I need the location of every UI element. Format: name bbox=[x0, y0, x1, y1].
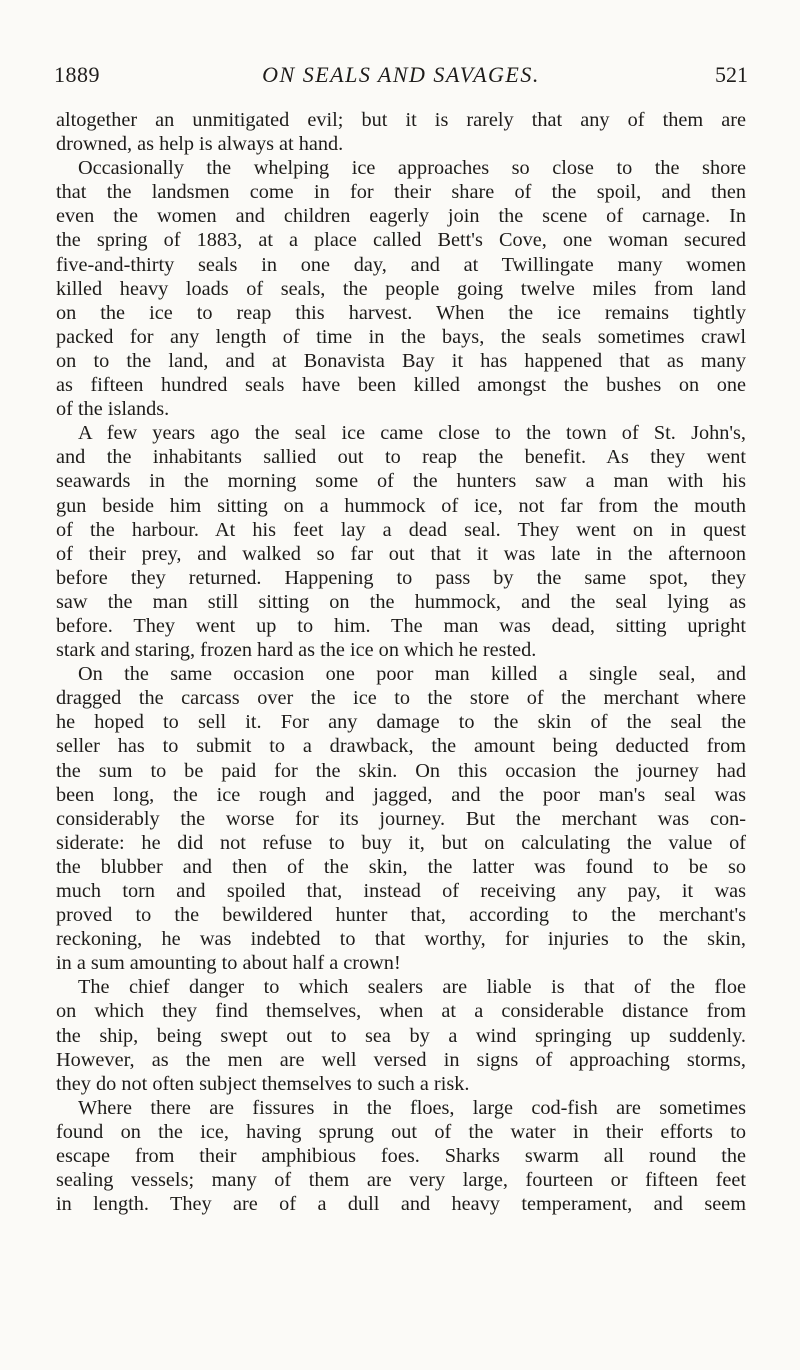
text-line: A few years ago the seal ice came close to the town of St. John's, bbox=[78, 422, 746, 445]
text-line: before. They went up to him. The man was dead, sitting upright bbox=[56, 614, 746, 637]
text-line: saw the man still sitting on the hummock, and the seal lying as bbox=[56, 590, 746, 613]
text-line: even the women and children eagerly join the scene of carnage. In bbox=[56, 205, 746, 228]
text-line: drowned, as help is always at hand. bbox=[56, 133, 344, 156]
text-line: siderate: he did not refuse to buy it, but on calculating the value of bbox=[56, 831, 746, 854]
text-line: and the inhabitants sallied out to reap the benefit. As they went bbox=[56, 446, 746, 469]
running-head-title: ON SEALS AND SAVAGES. bbox=[262, 62, 540, 87]
text-line: that the landsmen come in for their share of the spoil, and then bbox=[56, 181, 746, 204]
text-line: considerably the worse for its journey. But the merchant was con- bbox=[56, 807, 746, 830]
text-line: on to the land, and at Bonavista Bay it has happened that as many bbox=[56, 349, 746, 372]
running-head-year: 1889 bbox=[54, 62, 100, 87]
text-line: reckoning, he was indebted to that worthy, for injuries to the skin, bbox=[56, 928, 746, 951]
text-line: of the islands. bbox=[56, 398, 170, 421]
text-line: dragged the carcass over the ice to the store of the merchant where bbox=[56, 687, 746, 710]
text-line: sealing vessels; many of them are very large, fourteen or fifteen feet bbox=[56, 1169, 746, 1192]
text-line: gun beside him sitting on a hummock of ice, not far from the mouth bbox=[56, 494, 746, 517]
text-line: On the same occasion one poor man killed a single seal, and bbox=[78, 663, 746, 686]
text-line: on the ice to reap this harvest. When the ice remains tightly bbox=[56, 301, 746, 324]
text-line: he hoped to sell it. For any damage to the skin of the seal the bbox=[56, 711, 746, 734]
text-line: before they returned. Happening to pass by the same spot, they bbox=[56, 566, 746, 589]
text-line: five-and-thirty seals in one day, and at Twillingate many women bbox=[56, 253, 746, 276]
text-line: Occasionally the whelping ice approaches so close to the shore bbox=[78, 157, 746, 180]
page-number: 521 bbox=[715, 62, 748, 87]
text-line: packed for any length of time in the bays, the seals sometimes crawl bbox=[56, 325, 746, 348]
text-line: in length. They are of a dull and heavy temperament, and seem bbox=[56, 1193, 746, 1216]
running-head bbox=[54, 62, 748, 92]
text-line: seawards in the morning some of the hunters saw a man with his bbox=[56, 470, 746, 493]
text-line: altogether an unmitigated evil; but it is rarely that any of them are bbox=[56, 109, 746, 131]
text-line: The chief danger to which sealers are liable is that of the floe bbox=[78, 976, 746, 999]
body-text bbox=[56, 108, 746, 1216]
text-line: Where there are fissures in the floes, large cod-fish are sometimes bbox=[78, 1096, 746, 1119]
text-line: of the harbour. At his feet lay a dead seal. They went on in quest bbox=[56, 518, 746, 541]
text-line: much torn and spoiled that, instead of receiving any pay, it was bbox=[56, 880, 746, 902]
text-line: stark and staring, frozen hard as the ice on which he rested. bbox=[56, 639, 537, 662]
text-line: However, as the men are well versed in signs of approaching storms, bbox=[56, 1048, 746, 1071]
text-line: the spring of 1883, at a place called Bett's Cove, one woman secured bbox=[56, 229, 746, 252]
text-line: seller has to submit to a drawback, the amount being deducted from bbox=[56, 735, 746, 758]
text-line: in a sum amounting to about half a crown! bbox=[56, 952, 401, 975]
text-line: been long, the ice rough and jagged, and the poor man's seal was bbox=[56, 783, 746, 806]
text-line: they do not often subject themselves to such a risk. bbox=[56, 1072, 470, 1095]
text-line: on which they find themselves, when at a considerable distance from bbox=[56, 1000, 746, 1023]
text-line: the ship, being swept out to sea by a wind springing up suddenly. bbox=[56, 1024, 746, 1047]
text-line: found on the ice, having sprung out of the water in their efforts to bbox=[56, 1120, 746, 1143]
text-line: killed heavy loads of seals, the people going twelve miles from land bbox=[56, 277, 746, 300]
text-line: of their prey, and walked so far out that it was late in the afternoon bbox=[56, 542, 746, 565]
text-line: proved to the bewildered hunter that, according to the merchant's bbox=[56, 904, 746, 927]
text-line: the sum to be paid for the skin. On this occasion the journey had bbox=[56, 759, 746, 782]
text-line: escape from their amphibious foes. Sharks swarm all round the bbox=[56, 1145, 746, 1168]
text-line: as fifteen hundred seals have been killed amongst the bushes on one bbox=[56, 374, 746, 397]
text-line: the blubber and then of the skin, the latter was found to be so bbox=[56, 855, 746, 878]
